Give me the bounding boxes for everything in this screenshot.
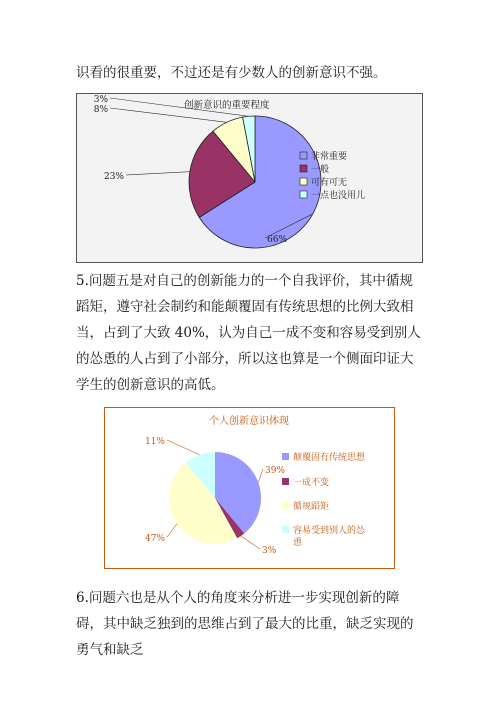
slice-value-label: 8%: [93, 105, 108, 115]
slice-value-label: 3%: [262, 546, 277, 556]
importance-pie-svg: [77, 94, 422, 262]
legend-label: 可有可无: [311, 178, 348, 188]
legend-label: 一点也没用儿: [311, 191, 366, 201]
slice-value-label: 39%: [265, 466, 286, 476]
legend-swatch: [300, 152, 307, 159]
chart-title: 个人创新意识体现: [209, 416, 289, 427]
leader-line: [126, 172, 190, 175]
question-six-paragraph: 6.问题六也是从个人的角度来分析进一步实现创新的障碍，其中缺乏独到的思维占到了最大的比重，缺乏实现的勇气和缺乏: [76, 590, 414, 658]
personal-innovation-pie-svg: [105, 408, 394, 568]
legend-swatch: [282, 478, 289, 485]
intro-text: 识看的很重要，不过还是有少数人的创新意识不强。: [76, 65, 387, 81]
slice-value-label: 3%: [93, 95, 108, 105]
legend-swatch: [300, 191, 307, 198]
legend-label: 颠覆固有传统思想: [293, 453, 366, 463]
legend-swatch: [300, 165, 307, 172]
question-five-paragraph: 5.问题五是对自己的创新能力的一个自我评价，其中循规蹈矩，遵守社会制约和能颠覆固有传统思想的比例大致相当，占到了大致 40%，认为自己一成不变和容易受到别人的怂恿的人占到了小部分，所以这也算是一个侧面印证大学生的创新意识的高低。: [76, 273, 421, 393]
personal-innovation-pie-chart: [104, 407, 395, 569]
leader-line: [258, 469, 263, 482]
importance-pie-chart: [76, 93, 423, 263]
slice-value-label: 66%: [267, 235, 288, 245]
leader-line: [167, 440, 199, 455]
slice-value-label: 11%: [144, 437, 165, 447]
legend-label: 容易受到别人的怂恿: [293, 526, 366, 548]
slice-value-label: 47%: [144, 534, 165, 544]
chart-title: 创新意识的重要程度: [184, 100, 270, 111]
legend-label: 一般: [311, 165, 330, 175]
legend-label: 循规蹈矩: [293, 502, 330, 512]
legend-swatch: [282, 453, 289, 460]
leader-line: [241, 536, 260, 549]
slice-value-label: 23%: [103, 172, 124, 182]
legend-swatch: [282, 502, 289, 509]
leader-line: [167, 524, 177, 537]
legend-label: 非常重要: [311, 152, 348, 162]
legend-swatch: [300, 178, 307, 185]
legend-swatch: [282, 526, 289, 533]
legend-label: 一成不变: [293, 478, 330, 488]
